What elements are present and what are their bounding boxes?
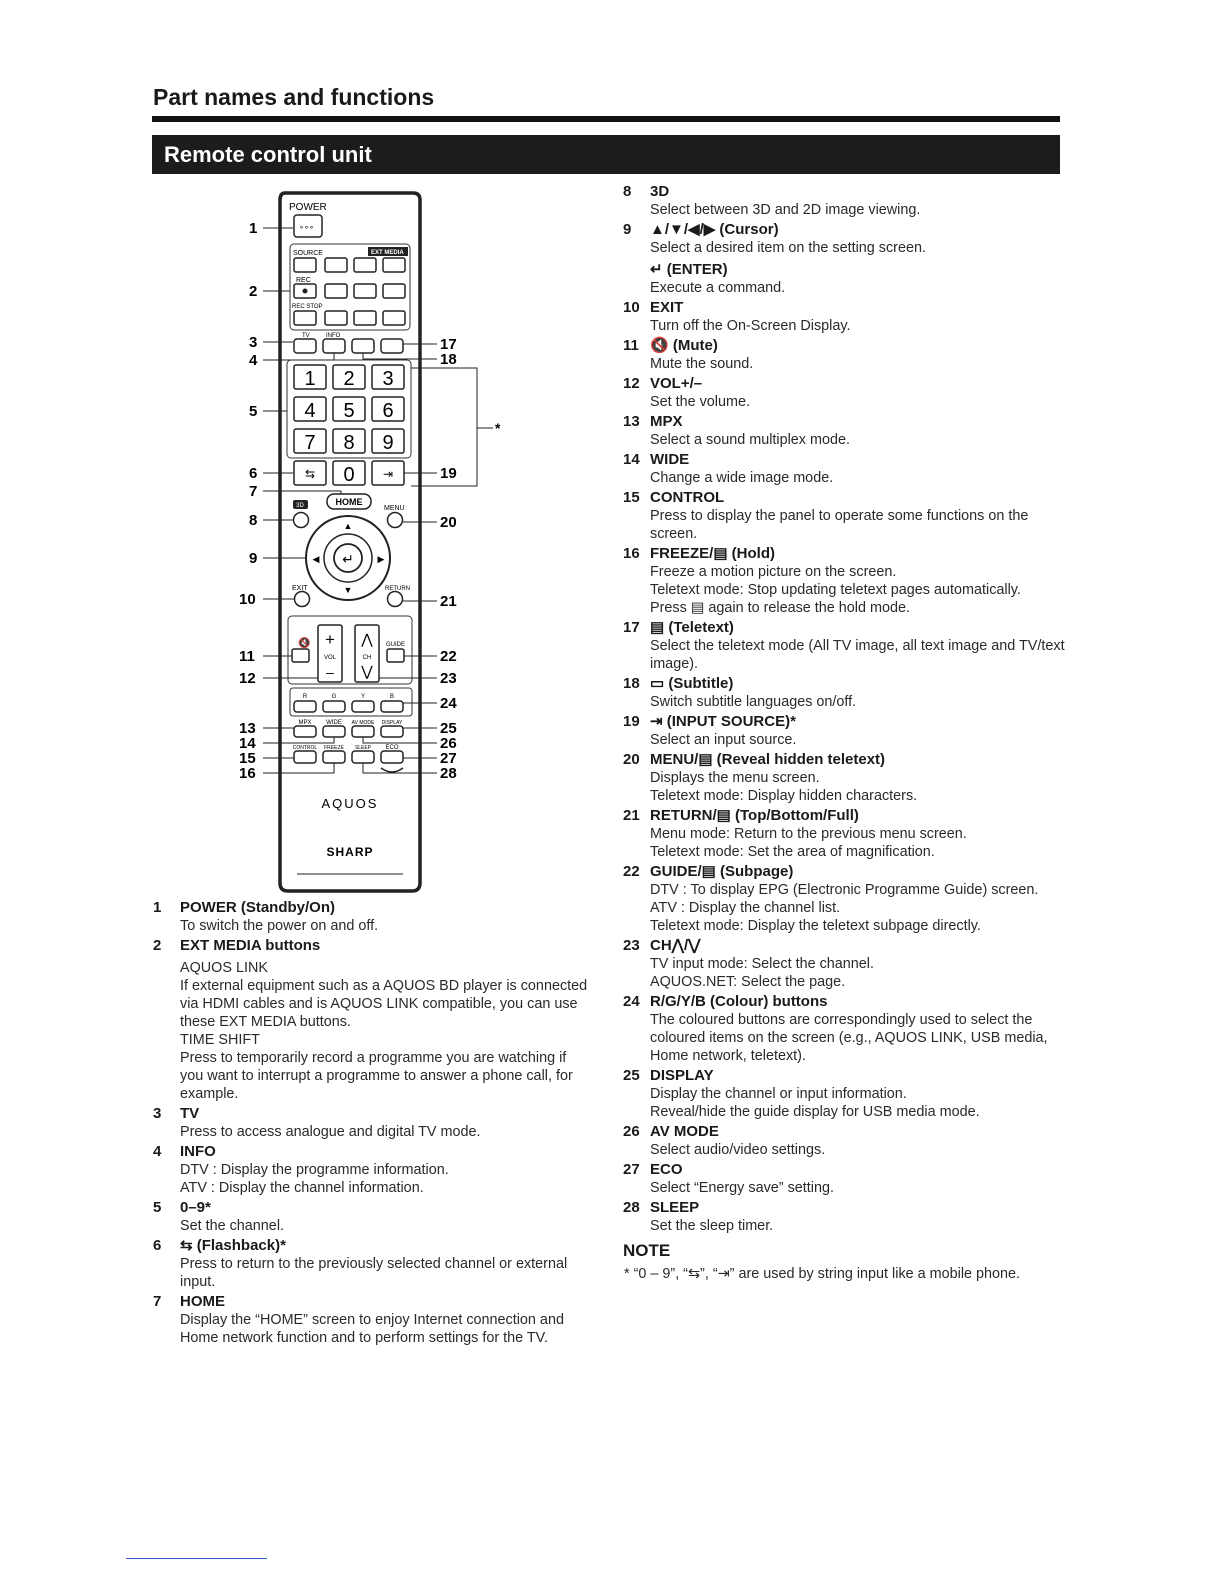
callout-4: 4 <box>249 352 258 369</box>
control-button <box>294 751 316 763</box>
item-13 <box>620 413 1065 449</box>
info-label: INFO <box>326 333 341 339</box>
item-name: WIDE <box>650 451 690 468</box>
item-3 <box>150 1105 590 1141</box>
item-desc: Teletext mode: Display hidden characters. <box>650 788 918 804</box>
item-24 <box>620 993 1065 1065</box>
item-23 <box>620 937 1065 991</box>
item-num: 16 <box>623 545 640 562</box>
svg-text:⋁: ⋁ <box>361 663 373 679</box>
title-rule <box>152 116 1060 122</box>
ext-button-a <box>325 258 347 272</box>
wide-button <box>323 726 345 737</box>
callout-5: 5 <box>249 403 258 420</box>
svg-text:▶: ▶ <box>377 554 385 564</box>
green-button <box>323 701 345 712</box>
return-label: RETURN <box>385 586 410 592</box>
item-desc: Mute the sound. <box>650 356 754 372</box>
skip-back-button <box>325 311 347 325</box>
play-button <box>354 284 376 298</box>
g-label: G <box>331 694 337 700</box>
digit-0: 0 <box>343 464 355 486</box>
callout-28: 28 <box>440 765 457 782</box>
red-button <box>294 701 316 712</box>
item-name: R/G/Y/B (Colour) buttons <box>650 993 828 1010</box>
item-name: RETURN/▤ (Top/Bottom/Full) <box>650 807 859 824</box>
item-num: 4 <box>153 1143 162 1160</box>
item-desc: Change a wide image mode. <box>650 470 834 486</box>
item-name: ▲/▼/◀/▶ (Cursor) <box>650 221 779 238</box>
av-mode-button <box>352 726 374 737</box>
item-27 <box>620 1161 1065 1197</box>
item-name: SLEEP <box>650 1199 700 1216</box>
callout-14: 14 <box>239 735 256 752</box>
digit-9: 9 <box>382 432 394 454</box>
fast-forward-button <box>383 284 405 298</box>
asterisk-mark: * <box>495 420 501 436</box>
callout-22: 22 <box>440 648 457 665</box>
item-desc: Teletext mode: Set the area of magnification. <box>650 844 935 860</box>
item-num: 21 <box>623 807 640 824</box>
footer-link-underline <box>126 1558 267 1559</box>
callout-23: 23 <box>440 670 457 687</box>
svg-text:⋀: ⋀ <box>361 631 373 647</box>
item-5 <box>150 1199 590 1235</box>
threed-button <box>294 513 309 528</box>
item-9 <box>620 221 1065 297</box>
av-mode-label: AV MODE <box>351 720 375 726</box>
section-title: Remote control unit <box>164 142 372 167</box>
ch-label: CH <box>362 655 372 661</box>
item-name: DISPLAY <box>650 1067 714 1084</box>
item-desc: DTV : Display the programme information. <box>180 1162 449 1178</box>
item-desc: Teletext mode: Display the teletext subpage directly. <box>650 918 981 934</box>
remote-control-diagram <box>235 188 505 898</box>
stop-button <box>354 311 376 325</box>
callout-10: 10 <box>239 591 256 608</box>
item-14 <box>620 451 1065 487</box>
item-26 <box>620 1123 1065 1159</box>
item-num: 28 <box>623 1199 640 1216</box>
item-name: ⇆ (Flashback)* <box>180 1237 286 1254</box>
display-button <box>381 726 403 737</box>
digit-3: 3 <box>382 368 394 390</box>
item-desc: Select an input source. <box>650 732 797 748</box>
item-desc: Select between 3D and 2D image viewing. <box>650 202 921 218</box>
power-label: POWER <box>289 202 327 213</box>
item-name: CONTROL <box>650 489 725 506</box>
item-18 <box>620 675 1065 711</box>
item-name: GUIDE/▤ (Subpage) <box>650 863 794 880</box>
callout-2: 2 <box>249 283 258 300</box>
subtitle-button <box>352 339 374 353</box>
b-label: B <box>389 694 395 700</box>
exit-label: EXIT <box>292 585 308 592</box>
callout-26: 26 <box>440 735 457 752</box>
item-num: 19 <box>623 713 640 730</box>
item-name: AV MODE <box>650 1123 719 1140</box>
item-desc: Turn off the On-Screen Display. <box>650 318 851 334</box>
item-name: MPX <box>650 413 683 430</box>
item-num: 10 <box>623 299 640 316</box>
digit-2: 2 <box>343 368 355 390</box>
r-label: R <box>302 694 308 700</box>
callout-7: 7 <box>249 483 258 500</box>
item-desc: Select a desired item on the setting screen. <box>650 240 926 256</box>
callout-8: 8 <box>249 512 258 529</box>
item-name: VOL+/– <box>650 375 703 392</box>
sleep-label: SLEEP <box>354 745 372 751</box>
callout-19: 19 <box>440 465 457 482</box>
callout-1: 1 <box>249 220 258 237</box>
callout-17: 17 <box>440 336 457 353</box>
item-num: 14 <box>623 451 640 468</box>
item-num: 26 <box>623 1123 640 1140</box>
teletext-button <box>381 339 403 353</box>
item-19 <box>620 713 1065 749</box>
menu-label: MENU <box>384 505 405 512</box>
rec-stop-button <box>294 311 316 325</box>
item-8 <box>620 183 1065 219</box>
callout-20: 20 <box>440 514 457 531</box>
item-name: ECO <box>650 1161 683 1178</box>
item-num: 15 <box>623 489 640 506</box>
exit-button <box>295 592 310 607</box>
item-num: 25 <box>623 1067 640 1084</box>
mute-button <box>292 649 309 662</box>
display-label: DISPLAY <box>381 720 403 726</box>
source-button <box>294 258 316 272</box>
item-1 <box>150 899 590 935</box>
item-desc: Freeze a motion picture on the screen. <box>650 564 897 580</box>
callout-15: 15 <box>239 750 256 767</box>
tv-label: TV <box>302 333 310 339</box>
blue-button <box>381 701 403 712</box>
item-num: 6 <box>153 1237 162 1254</box>
yellow-button <box>352 701 374 712</box>
control-label: CONTROL <box>292 745 318 751</box>
digit-5: 5 <box>343 400 355 422</box>
skip-forward-button <box>383 311 405 325</box>
item-21 <box>620 807 1065 861</box>
item-desc: Set the sleep timer. <box>650 1218 774 1234</box>
item-name: HOME <box>180 1293 225 1310</box>
rec-label: REC <box>296 277 311 284</box>
callout-3: 3 <box>249 334 258 351</box>
svg-text:⇥: ⇥ <box>382 467 394 481</box>
item-num: 13 <box>623 413 640 430</box>
item-6 <box>150 1237 590 1291</box>
item-desc: Display the “HOME” screen to enjoy Internet connection and Home network function and to perform settings for the TV. <box>180 1312 564 1346</box>
callout-12: 12 <box>239 670 256 687</box>
aquos-brand: AQUOS <box>321 796 379 811</box>
item-desc: Menu mode: Return to the previous menu screen. <box>650 826 967 842</box>
item-desc: Press to temporarily record a programme you are watching if you want to interrupt a programme to answer a phone call, for example. <box>180 1050 573 1102</box>
freeze-label: FREEZE <box>324 745 344 751</box>
svg-text:+: + <box>325 630 335 649</box>
item-desc: Teletext mode: Stop updating teletext pages automatically. <box>650 582 1021 598</box>
item-desc: Press to display the panel to operate some functions on the screen. <box>650 508 1029 542</box>
home-label: HOME <box>335 497 363 507</box>
item-name: EXIT <box>650 299 684 316</box>
item-desc: ATV : Display the channel list. <box>650 900 841 916</box>
pause-button <box>354 258 376 272</box>
callout-21: 21 <box>440 593 457 610</box>
y-label: Y <box>360 694 366 700</box>
item-num: 11 <box>623 337 639 354</box>
item-10 <box>620 299 1065 335</box>
item-desc: Select audio/video settings. <box>650 1142 826 1158</box>
item-desc: Select “Energy save” setting. <box>650 1180 834 1196</box>
guide-label: GUIDE <box>386 642 406 648</box>
item-25 <box>620 1067 1065 1121</box>
item-desc: Press ▤ again to release the hold mode. <box>650 600 910 616</box>
item-num: 7 <box>153 1293 162 1310</box>
menu-button <box>388 513 403 528</box>
note-text: * “0 – 9”, “⇆”, “⇥” are used by string input like a mobile phone. <box>624 1266 1021 1282</box>
info-button <box>323 339 345 353</box>
item-desc: DTV : To display EPG (Electronic Programme Guide) screen. <box>650 882 1039 898</box>
digit-8: 8 <box>343 432 355 454</box>
mpx-label: MPX <box>298 720 312 726</box>
ext-button-b <box>383 258 405 272</box>
item-17 <box>620 619 1065 673</box>
svg-text:↵: ↵ <box>342 551 354 567</box>
item-name: 0–9* <box>180 1199 211 1216</box>
right-descriptions <box>620 183 1065 1283</box>
digit-4: 4 <box>304 400 316 422</box>
item-num: 2 <box>153 937 162 954</box>
item-desc: Select a sound multiplex mode. <box>650 432 850 448</box>
item-4 <box>150 1143 590 1197</box>
item-20 <box>620 751 1065 805</box>
callout-9: 9 <box>249 550 258 567</box>
callout-18: 18 <box>440 351 457 368</box>
svg-text:🔇: 🔇 <box>298 638 311 649</box>
item-16 <box>620 545 1065 617</box>
rec-stop-label: REC STOP <box>292 304 323 310</box>
item-num: 9 <box>623 221 632 238</box>
item-num: 5 <box>153 1199 162 1216</box>
left-descriptions <box>150 899 590 1349</box>
sleep-button <box>352 751 374 763</box>
item-num: 24 <box>623 993 640 1010</box>
item-11 <box>620 337 1065 373</box>
vol-label: VOL <box>323 655 337 661</box>
item-num: 23 <box>623 937 640 954</box>
item-name: MENU/▤ (Reveal hidden teletext) <box>650 751 886 768</box>
item-desc: The coloured buttons are correspondingly used to select the coloured items on the screen (e.g., AQUOS LINK, USB media, Home network, teletext). <box>650 1012 1048 1064</box>
callout-27: 27 <box>440 750 457 767</box>
freeze-button <box>323 751 345 763</box>
note-title: NOTE <box>623 1241 671 1260</box>
item-22 <box>620 863 1065 935</box>
item-desc: Switch subtitle languages on/off. <box>650 694 857 710</box>
item-28 <box>620 1199 1065 1235</box>
callout-13: 13 <box>239 720 256 737</box>
digit-1: 1 <box>304 368 316 390</box>
mpx-button <box>294 726 316 737</box>
item-num: 22 <box>623 863 640 880</box>
guide-button <box>387 649 404 662</box>
item-name: INFO <box>180 1143 216 1160</box>
item-desc: To switch the power on and off. <box>180 918 379 934</box>
item-name: 🔇 (Mute) <box>650 337 718 354</box>
source-label: SOURCE <box>293 250 323 257</box>
callout-24: 24 <box>440 695 457 712</box>
item-15 <box>620 489 1065 543</box>
callout-16: 16 <box>239 765 256 782</box>
ext-media-label: EXT MEDIA <box>371 250 404 256</box>
item-name: ⇥ (INPUT SOURCE)* <box>650 713 796 730</box>
return-button <box>388 592 403 607</box>
callout-25: 25 <box>440 720 457 737</box>
svg-text:▲: ▲ <box>343 521 353 531</box>
item-num: 20 <box>623 751 640 768</box>
sharp-brand: SHARP <box>326 845 374 859</box>
svg-text:◀: ◀ <box>312 554 320 564</box>
svg-text:⇆: ⇆ <box>304 467 316 481</box>
item-desc: TV input mode: Select the channel. <box>650 956 874 972</box>
item-desc: Set the channel. <box>180 1218 285 1234</box>
item-name: CH⋀/⋁ <box>650 937 701 954</box>
tv-button <box>294 339 316 353</box>
digit-7: 7 <box>304 432 316 454</box>
page-title: Part names and functions <box>153 84 435 110</box>
item-desc: Display the channel or input information. <box>650 1086 907 1102</box>
item-num: 17 <box>623 619 640 636</box>
item-num: 1 <box>153 899 162 916</box>
enter-sub-desc: Execute a command. <box>650 280 786 296</box>
item-name: ▤ (Teletext) <box>650 619 734 636</box>
wide-label: WIDE <box>326 720 342 726</box>
item-desc: ATV : Display the channel information. <box>180 1180 424 1196</box>
callout-11: 11 <box>239 648 255 665</box>
svg-text:–: – <box>326 664 334 680</box>
item-name: ▭ (Subtitle) <box>650 675 734 692</box>
item-2 <box>150 937 590 1103</box>
item-desc: Press to return to the previously selected channel or external input. <box>180 1256 568 1290</box>
item-num: 8 <box>623 183 632 200</box>
svg-text:∘∘∘: ∘∘∘ <box>299 223 315 232</box>
item-desc: Press to access analogue and digital TV mode. <box>180 1124 481 1140</box>
item-desc: TIME SHIFT <box>180 1032 260 1048</box>
number-keys <box>294 365 404 454</box>
rewind-button <box>325 284 347 298</box>
callout-6: 6 <box>249 465 258 482</box>
item-desc: If external equipment such as a AQUOS BD player is connected via HDMI cables and is AQUOS LINK compatible, you can use these EXT MEDIA buttons. <box>180 978 588 1030</box>
threed-label: 3D <box>296 503 304 509</box>
item-name: FREEZE/▤ (Hold) <box>650 545 775 562</box>
item-num: 18 <box>623 675 640 692</box>
item-name: TV <box>180 1105 200 1122</box>
item-name: EXT MEDIA buttons <box>180 937 321 954</box>
item-num: 27 <box>623 1161 640 1178</box>
item-desc: Select the teletext mode (All TV image, all text image and TV/text image). <box>650 638 1065 672</box>
item-desc: Set the volume. <box>650 394 750 410</box>
eco-label: ECO <box>385 745 399 751</box>
svg-text:▼: ▼ <box>343 585 353 595</box>
item-desc: Reveal/hide the guide display for USB media mode. <box>650 1104 980 1120</box>
item-name: 3D <box>650 183 670 200</box>
item-num: 12 <box>623 375 640 392</box>
item-desc: AQUOS LINK <box>180 960 268 976</box>
eco-button <box>381 751 403 763</box>
enter-sub-name: ↵ (ENTER) <box>650 261 728 278</box>
digit-6: 6 <box>382 400 394 422</box>
item-num: 3 <box>153 1105 162 1122</box>
item-desc: AQUOS.NET: Select the page. <box>650 974 846 990</box>
item-7 <box>150 1293 590 1347</box>
item-12 <box>620 375 1065 411</box>
item-name: POWER (Standby/On) <box>180 899 335 916</box>
item-desc: Displays the menu screen. <box>650 770 820 786</box>
section-header-bar <box>152 135 1060 174</box>
